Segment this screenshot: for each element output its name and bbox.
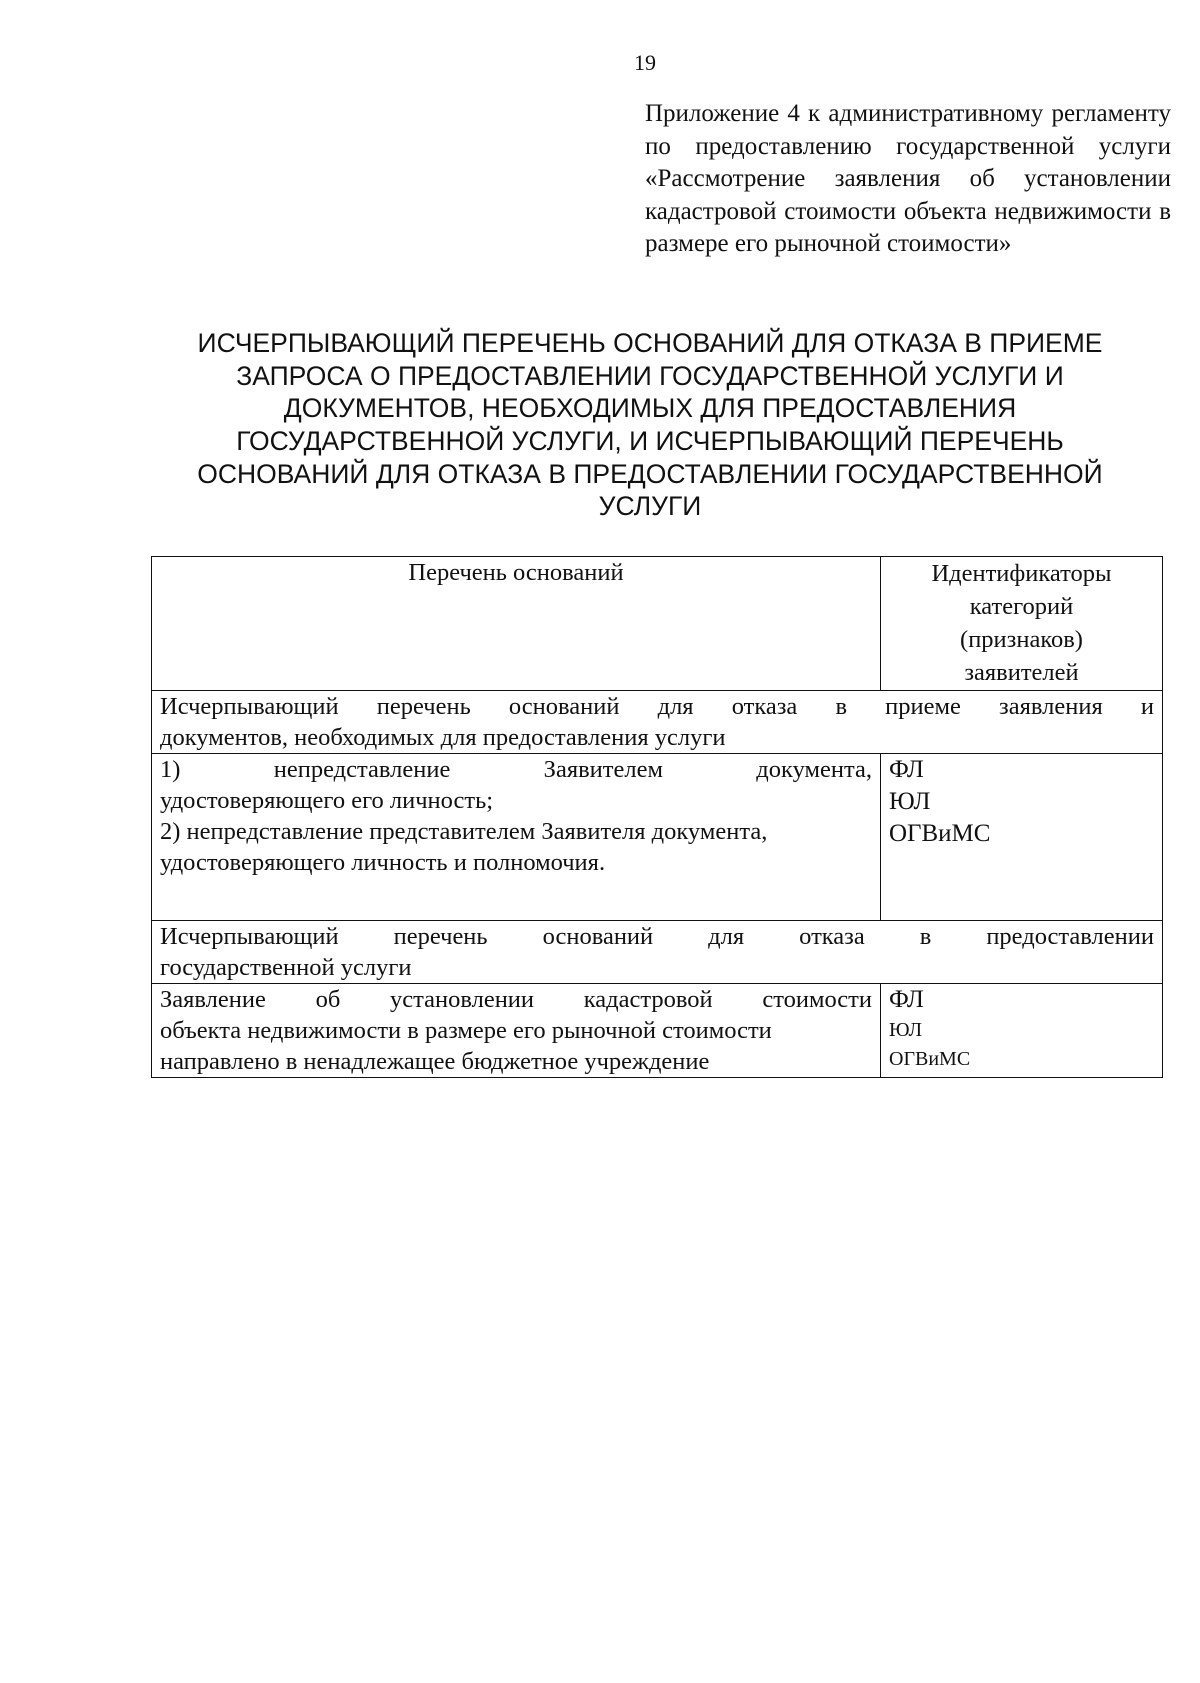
reason-line: удостоверяющего личность и полномочия. (160, 849, 606, 876)
page-number: 19 (634, 50, 656, 75)
section-heading-reception (152, 691, 1163, 754)
applicant-id: ЮЛ (889, 1019, 923, 1041)
reasons-cell (152, 984, 881, 1078)
header-reasons-cell: Перечень оснований (152, 557, 881, 691)
section-heading-line: документов, необходимых для предоставления услуги (160, 724, 726, 751)
applicant-id: ОГВиМС (889, 1048, 971, 1070)
section-heading-row (152, 921, 1163, 984)
table-header-row (152, 557, 1163, 691)
section-heading-provision (152, 921, 1163, 984)
reason-line: объекта недвижимости в размере его рыночной стоимости (160, 1017, 772, 1044)
reasons-cell (152, 754, 881, 921)
reason-line: направлено в ненадлежащее бюджетное учреждение (160, 1048, 710, 1075)
title-line: ГОСУДАРСТВЕННОЙ УСЛУГИ, И ИСЧЕРПЫВАЮЩИЙ ПЕРЕЧЕНЬ (236, 426, 1064, 456)
header-ids-cell (881, 557, 1163, 691)
header-ids-line: категорий (969, 593, 1074, 620)
appendix-note: Приложение 4 к административному регламенту по предоставлению государственной услуги «Рассмотрение заявления об установлении кадастровой стоимости объекта недвижимости в размере его рыночной стоимости» (645, 100, 1171, 257)
title-line: ЗАПРОСА О ПРЕДОСТАВЛЕНИИ ГОСУДАРСТВЕННОЙ УСЛУГИ И (236, 361, 1064, 391)
title-line: УСЛУГИ (598, 491, 702, 521)
applicant-id: ОГВиМС (889, 820, 991, 847)
table-row (152, 984, 1163, 1078)
reason-line: удостоверяющего его личность; (160, 787, 494, 814)
header-ids-line: заявителей (964, 659, 1079, 686)
reason-line: Заявление об установлении кадастровой стоимости (160, 986, 872, 1013)
reason-line: 1) непредставление Заявителем документа, (160, 756, 872, 783)
reasons-table (151, 556, 1163, 1078)
section-heading-row (152, 691, 1163, 754)
ids-cell (881, 754, 1163, 921)
ids-cell (881, 984, 1163, 1078)
section-heading-line: Исчерпывающий перечень оснований для отказа в приеме заявления и (160, 693, 1154, 720)
title-line: ИСЧЕРПЫВАЮЩИЙ ПЕРЕЧЕНЬ ОСНОВАНИЙ ДЛЯ ОТКАЗА В ПРИЕМЕ (197, 328, 1103, 358)
table-row (152, 754, 1163, 921)
section-heading-line: государственной услуги (160, 954, 412, 981)
applicant-id: ФЛ (889, 756, 924, 783)
section-heading-line: Исчерпывающий перечень оснований для отказа в предоставлении (160, 923, 1154, 950)
title-line: ДОКУМЕНТОВ, НЕОБХОДИМЫХ ДЛЯ ПРЕДОСТАВЛЕНИЯ (283, 393, 1017, 423)
applicant-id: ЮЛ (889, 788, 931, 815)
reason-line: 2) непредставление представителем Заявителя документа, (160, 818, 768, 845)
header-ids-line: Идентификаторы (931, 560, 1112, 587)
title-line: ОСНОВАНИЙ ДЛЯ ОТКАЗА В ПРЕДОСТАВЛЕНИИ ГОСУДАРСТВЕННОЙ (197, 459, 1103, 489)
header-ids-line: (признаков) (960, 626, 1083, 653)
applicant-id: ФЛ (889, 986, 924, 1013)
